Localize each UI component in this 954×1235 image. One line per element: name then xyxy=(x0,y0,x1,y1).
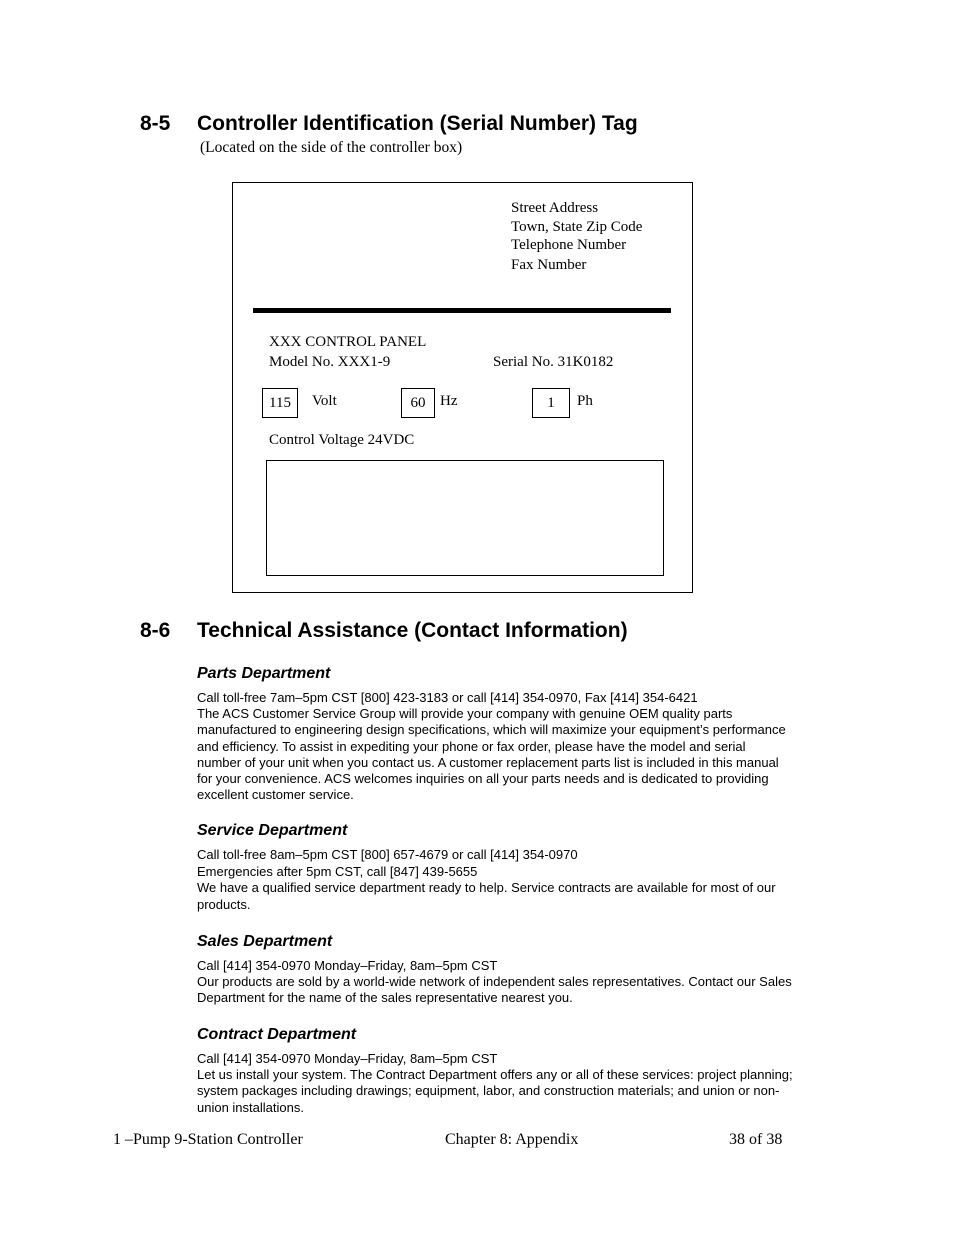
volt-label: Volt xyxy=(312,393,337,409)
department-line: products. xyxy=(197,896,251,912)
address-town: Town, State Zip Code xyxy=(511,218,643,235)
sales-department xyxy=(197,932,847,1007)
department-line: Call toll-free 7am–5pm CST [800] 423-3183 or call [414] 354-0970, Fax [414] 354-6421 xyxy=(197,690,698,705)
tag-blank-area xyxy=(266,460,664,576)
volt-value-box: 115 xyxy=(262,388,298,418)
ph-value-box: 1 xyxy=(532,388,570,418)
serial-number: Serial No. 31K0182 xyxy=(493,354,614,370)
section-8-5-heading xyxy=(140,112,638,136)
parts-department xyxy=(197,664,847,803)
department-line: We have a qualified service department ready to help. Service contracts are available for most of our xyxy=(197,880,776,896)
department-line: number of your unit when you contact us. A customer replacement parts list is included in this manual xyxy=(197,754,779,770)
department-line: excellent customer service. xyxy=(197,787,354,803)
section-title: Controller Identification (Serial Number) Tag xyxy=(197,112,638,135)
department-line: and efficiency. To assist in expediting your phone or fax order, please have the model and serial xyxy=(197,738,746,754)
footer-page-number: 38 of 38 xyxy=(729,1131,783,1148)
department-line: Call [414] 354-0970 Monday–Friday, 8am–5pm CST xyxy=(197,1051,498,1066)
tag-divider xyxy=(253,308,671,313)
control-voltage: Control Voltage 24VDC xyxy=(269,432,415,448)
department-line: Call toll-free 8am–5pm CST [800] 657-4679 or call [414] 354-0970 xyxy=(197,847,578,862)
panel-name: XXX CONTROL PANEL xyxy=(269,334,427,350)
department-title: Service Department xyxy=(197,822,348,839)
address-street: Street Address xyxy=(511,200,599,216)
footer-chapter: Chapter 8: Appendix xyxy=(445,1131,579,1148)
tag-location-note: (Located on the side of the controller box) xyxy=(200,139,463,156)
department-line: Let us install your system. The Contract Department offers any or all of these services: project planning; xyxy=(197,1067,793,1083)
department-line: for your convenience. ACS welcomes inquiries on all your parts needs and is dedicated to providing xyxy=(197,771,769,787)
department-line: Our products are sold by a world-wide network of independent sales representatives. Contact our Sales xyxy=(197,974,792,990)
section-number: 8-5 xyxy=(140,112,171,135)
service-department xyxy=(197,821,847,913)
model-number: Model No. XXX1-9 xyxy=(269,354,391,370)
department-line: The ACS Customer Service Group will provide your company with genuine OEM quality parts xyxy=(197,706,733,722)
department-line: Department for the name of the sales representative nearest you. xyxy=(197,990,573,1006)
section-number: 8-6 xyxy=(140,619,171,642)
serial-number-tag xyxy=(232,182,693,593)
department-line: manufactured to engineering design specifications, which will maximize your equipment’s performance xyxy=(197,722,786,738)
department-body xyxy=(197,1051,847,1116)
department-body xyxy=(197,847,847,913)
address-fax: Fax Number xyxy=(511,256,587,273)
hz-label: Hz xyxy=(440,393,458,409)
department-title: Sales Department xyxy=(197,933,333,950)
department-line: Call [414] 354-0970 Monday–Friday, 8am–5pm CST xyxy=(197,958,498,973)
department-body xyxy=(197,958,847,1007)
department-title: Contract Department xyxy=(197,1026,357,1043)
department-line: system packages including drawings; equipment, labor, and construction materials; and union or non- xyxy=(197,1083,780,1099)
department-line: union installations. xyxy=(197,1099,304,1115)
section-8-6-heading xyxy=(140,619,628,643)
department-line: Emergencies after 5pm CST, call [847] 439-5655 xyxy=(197,864,478,880)
tag-address-block xyxy=(511,199,642,274)
address-telephone: Telephone Number xyxy=(511,237,627,253)
section-title: Technical Assistance (Contact Information) xyxy=(197,619,628,642)
contract-department xyxy=(197,1025,847,1116)
footer-document-title: 1 –Pump 9-Station Controller xyxy=(113,1131,303,1148)
ph-label: Ph xyxy=(577,393,593,409)
hz-value-box: 60 xyxy=(401,388,435,418)
department-body xyxy=(197,690,847,803)
department-title: Parts Department xyxy=(197,665,331,682)
